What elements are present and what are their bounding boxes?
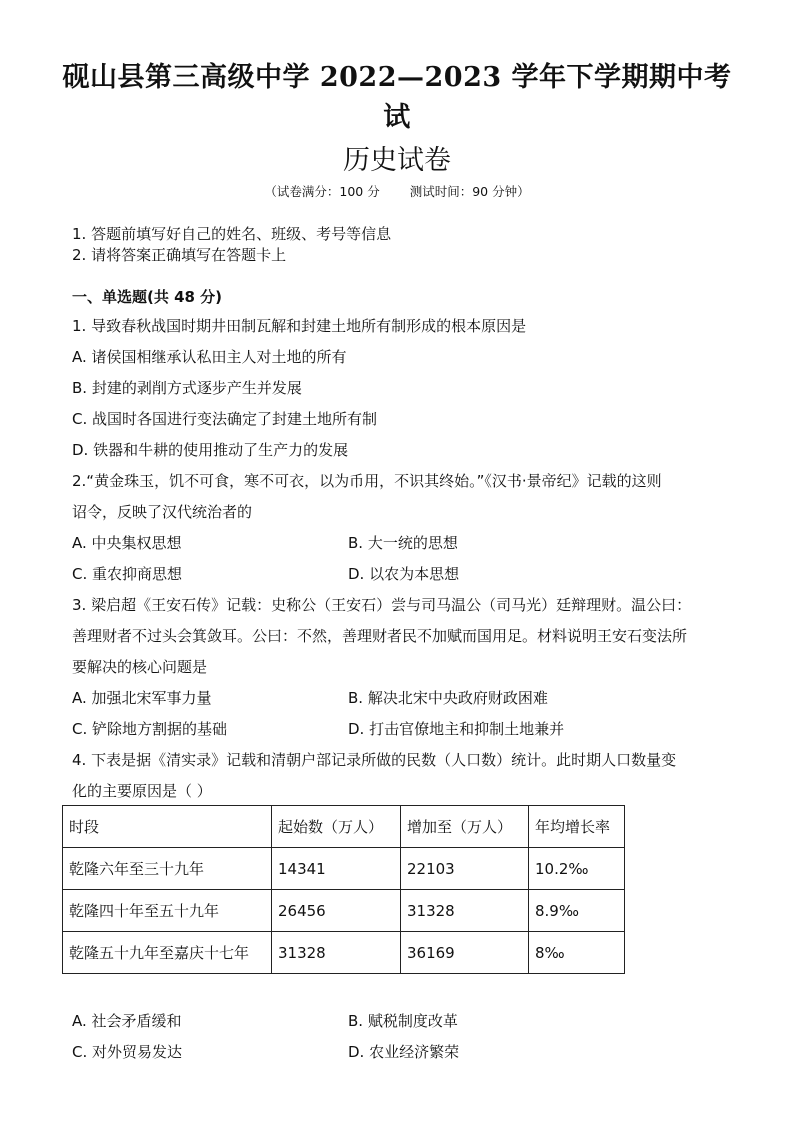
option-row	[72, 528, 728, 559]
option-row	[72, 1037, 728, 1068]
population-table	[62, 805, 625, 974]
table-cell: 10.2‰	[529, 848, 625, 890]
option-b[interactable]: B. 大一统的思想	[348, 534, 458, 552]
section-heading: 一、单选题(共 48 分)	[72, 288, 223, 306]
question-stem: 2.“黄金珠玉，饥不可食，寒不可衣，以为币用，不识其终始。”《汉书·景帝纪》记载的这则	[72, 472, 662, 490]
question-2	[72, 466, 728, 590]
table-row	[63, 848, 625, 890]
table-cell: 8‰	[529, 932, 625, 974]
option-c[interactable]: C. 重农抑商思想	[72, 565, 183, 583]
question-4-options	[72, 1006, 728, 1068]
table-cell: 22103	[401, 848, 529, 890]
question-list	[72, 311, 728, 807]
option-a[interactable]: A. 加强北宋军事力量	[72, 689, 212, 707]
question-1	[72, 311, 728, 466]
table-cell: 36169	[401, 932, 529, 974]
exam-title-line1: 砚山县第三高级中学 2022—2023 学年下学期期中考	[62, 62, 732, 93]
table-cell: 乾隆五十九年至嘉庆十七年	[63, 932, 272, 974]
full-score: （试卷满分：100 分	[264, 184, 380, 199]
table-cell: 乾隆六年至三十九年	[63, 848, 272, 890]
option-c[interactable]: C. 铲除地方割据的基础	[72, 720, 228, 738]
option-b[interactable]: B. 赋税制度改革	[348, 1012, 458, 1030]
table-cell: 31328	[401, 890, 529, 932]
question-stem: 要解决的核心问题是	[72, 658, 208, 676]
question-4	[72, 745, 728, 807]
option-row	[72, 683, 728, 714]
question-stem: 3. 梁启超《王安石传》记载：史称公（王安石）尝与司马温公（司马光）廷辩理财。温公曰：	[72, 596, 692, 614]
table-cell: 乾隆四十年至五十九年	[63, 890, 272, 932]
option-d[interactable]: D. 农业经济繁荣	[348, 1043, 460, 1061]
question-stem: 诏令，反映了汉代统治者的	[72, 503, 253, 521]
question-3	[72, 590, 728, 745]
option-row	[72, 714, 728, 745]
table-header-cell: 时段	[63, 806, 272, 848]
table-row	[63, 890, 625, 932]
question-stem: 化的主要原因是（ ）	[72, 782, 212, 800]
option-a[interactable]: A. 社会矛盾缓和	[72, 1012, 182, 1030]
table-cell: 31328	[272, 932, 401, 974]
table-header-cell: 起始数（万人）	[272, 806, 401, 848]
instruction-item: 1. 答题前填写好自己的姓名、班级、考号等信息	[72, 225, 392, 243]
instruction-item: 2. 请将答案正确填写在答题卡上	[72, 246, 287, 264]
table-cell: 8.9‰	[529, 890, 625, 932]
option-d[interactable]: D. 以农为本思想	[348, 565, 460, 583]
option-a[interactable]: A. 中央集权思想	[72, 534, 182, 552]
option-d[interactable]: D. 铁器和牛耕的使用推动了生产力的发展	[72, 441, 349, 459]
test-duration: 测试时间：90 分钟）	[409, 184, 530, 199]
table-header-cell: 年均增长率	[529, 806, 625, 848]
exam-title-line2: 试	[383, 102, 411, 133]
option-row	[72, 1006, 728, 1037]
option-c[interactable]: C. 战国时各国进行变法确定了封建土地所有制	[72, 410, 378, 428]
table-cell: 26456	[272, 890, 401, 932]
exam-meta	[0, 183, 794, 201]
option-d[interactable]: D. 打击官僚地主和抑制土地兼并	[348, 720, 565, 738]
option-b[interactable]: B. 解决北宋中央政府财政困难	[348, 689, 548, 707]
question-stem: 4. 下表是据《清实录》记载和清朝户部记录所做的民数（人口数）统计。此时期人口数量变	[72, 751, 677, 769]
option-b[interactable]: B. 封建的剥削方式逐步产生并发展	[72, 379, 302, 397]
option-c[interactable]: C. 对外贸易发达	[72, 1043, 183, 1061]
table-cell: 14341	[272, 848, 401, 890]
question-stem: 1. 导致春秋战国时期井田制瓦解和封建土地所有制形成的根本原因是	[72, 317, 527, 335]
exam-subtitle: 历史试卷	[343, 145, 451, 176]
option-a[interactable]: A. 诸侯国相继承认私田主人对土地的所有	[72, 348, 347, 366]
instructions	[72, 224, 732, 266]
exam-title	[0, 58, 794, 138]
table-header-cell: 增加至（万人）	[401, 806, 529, 848]
option-row	[72, 559, 728, 590]
table-header-row	[63, 806, 625, 848]
question-stem: 善理财者不过头会箕敛耳。公曰：不然，善理财者民不加赋而国用足。材料说明王安石变法所	[72, 627, 688, 645]
table-row	[63, 932, 625, 974]
